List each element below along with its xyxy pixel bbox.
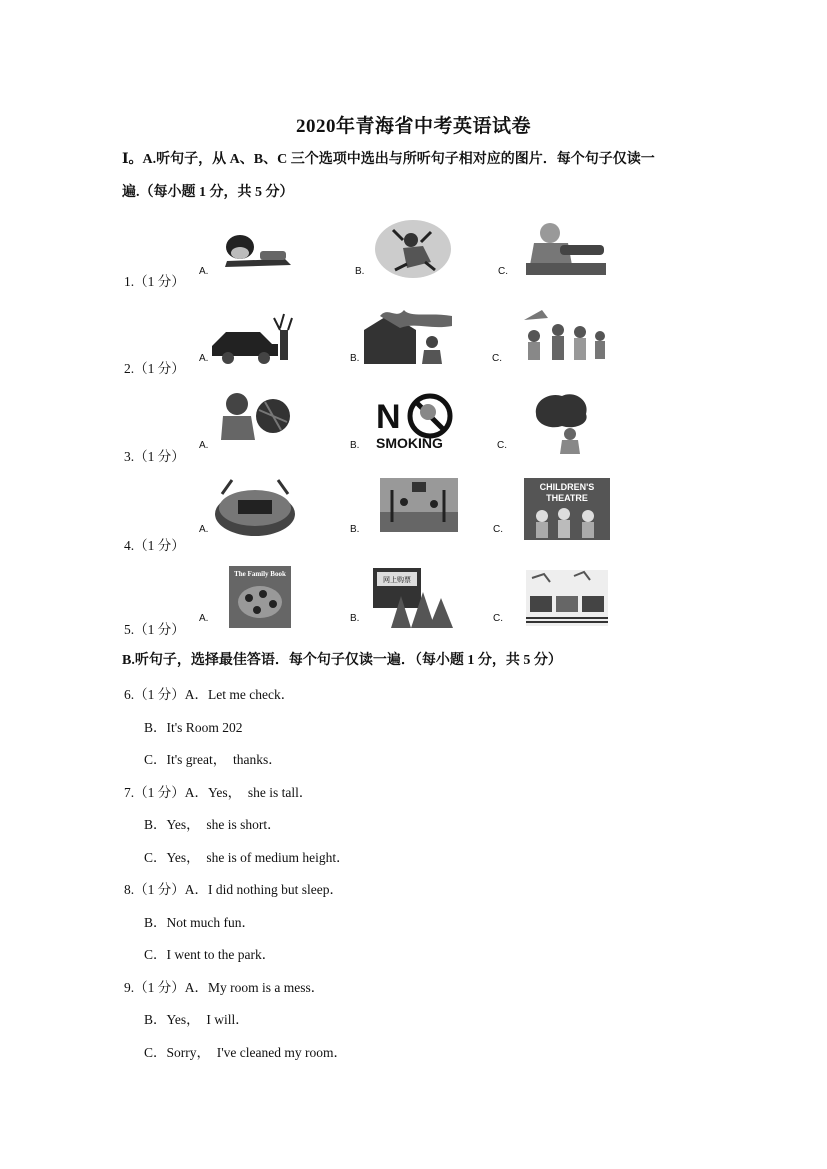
- question-8-option-b: B．Not much fun．: [144, 915, 255, 930]
- q3-picture-b-no-smoking-sign: [374, 390, 460, 452]
- q4-option-a-label: A.: [199, 524, 209, 535]
- question-5-label: 5.（1 分）: [124, 622, 185, 637]
- page-title: 2020年青海省中考英语试卷: [295, 116, 531, 137]
- q3-option-b-label: B.: [350, 440, 360, 451]
- q4-picture-c-childrens-theatre: [524, 478, 610, 540]
- question-9-option-b: B．Yes， I will．: [144, 1012, 249, 1027]
- q5-option-a-label: A.: [199, 613, 209, 624]
- q4-theatre-sign-line1: CHILDREN'S: [539, 482, 595, 492]
- q2-picture-c-people-festival: [514, 306, 610, 366]
- q5-picture-c-train-scene: [524, 568, 610, 628]
- q1-picture-a-person-lying: [215, 225, 295, 273]
- q5-picture-b-online-ticket-crowd: [371, 566, 455, 628]
- question-6-label: [124, 683, 294, 703]
- question-7-number: 7.（1 分）: [124, 785, 185, 800]
- question-8-option-c: C．I went to the park．: [144, 947, 276, 962]
- section-1-heading-line2: 遍.（每小题 1 分，共 5 分）: [122, 185, 294, 200]
- question-9-number: 9.（1 分）: [124, 980, 185, 995]
- section-b-heading: B.听句子，选择最佳答语．每个句子仅读一遍．（每小题 1 分，共 5 分）: [122, 653, 562, 668]
- question-8-option-a: A．I did nothing but sleep．: [184, 882, 343, 897]
- question-6-number: 6.（1 分）: [124, 687, 185, 702]
- q5-picture-a-family-book: [229, 566, 291, 628]
- q2-option-b-label: B.: [350, 353, 360, 364]
- q3-option-a-label: A.: [199, 440, 209, 451]
- question-7-option-c: C．Yes， she is of medium height．: [144, 850, 350, 865]
- question-7-option-a: A．Yes， she is tall．: [184, 785, 313, 800]
- q4-picture-a-stadium: [212, 474, 298, 540]
- q5-online-ticket-sign: 网上购票: [383, 576, 411, 584]
- q2-picture-a-car-accident: [208, 310, 300, 366]
- question-6-option-a: A．Let me check．: [184, 687, 295, 702]
- question-9-option-a: A．My room is a mess．: [184, 980, 325, 995]
- question-8-number: 8.（1 分）: [124, 882, 185, 897]
- q1-picture-b-person-falling: [373, 218, 453, 280]
- q4-picture-b-basketball-court: [378, 476, 460, 534]
- q1-picture-c-person-eating: [520, 219, 608, 277]
- q4-option-c-label: C.: [493, 524, 503, 535]
- question-2-label: 2.（1 分）: [124, 361, 185, 376]
- question-7-label: [124, 781, 312, 801]
- q5-family-book-title: The Family Book: [234, 570, 286, 578]
- q4-option-b-label: B.: [350, 524, 360, 535]
- question-1-label: 1.（1 分）: [124, 274, 185, 289]
- q1-option-a-label: A.: [199, 266, 209, 277]
- question-9-label: [124, 976, 324, 996]
- question-6-option-c: C．It's great， thanks．: [144, 752, 282, 767]
- q5-option-c-label: C.: [493, 613, 503, 624]
- question-8-label: [124, 878, 343, 898]
- q3-picture-a-boy-with-ball: [215, 388, 297, 450]
- q1-option-c-label: C.: [498, 266, 508, 277]
- q2-option-c-label: C.: [492, 353, 502, 364]
- question-9-option-c: C．Sorry， I've cleaned my room．: [144, 1045, 348, 1060]
- question-6-option-b: B．It's Room 202: [144, 720, 243, 735]
- q1-option-b-label: B.: [355, 266, 365, 277]
- q3-no-sign-letter: N: [376, 398, 401, 436]
- question-3-label: 3.（1 分）: [124, 449, 185, 464]
- q3-picture-c-girl-smoke-cloud: [530, 390, 592, 456]
- section-1-heading-line1: Ⅰ。A.听句子，从 A、B、C 三个选项中选出与所听句子相对应的图片．每个句子仅读一: [122, 152, 655, 167]
- q2-picture-b-house-fire: [360, 306, 456, 366]
- question-4-label: 4.（1 分）: [124, 538, 185, 553]
- q5-option-b-label: B.: [350, 613, 360, 624]
- q2-option-a-label: A.: [199, 353, 209, 364]
- q4-theatre-sign-line2: THEATRE: [546, 493, 588, 503]
- q3-option-c-label: C.: [497, 440, 507, 451]
- question-7-option-b: B．Yes， she is short．: [144, 817, 281, 832]
- q3-smoking-sign-text: SMOKING: [376, 435, 443, 451]
